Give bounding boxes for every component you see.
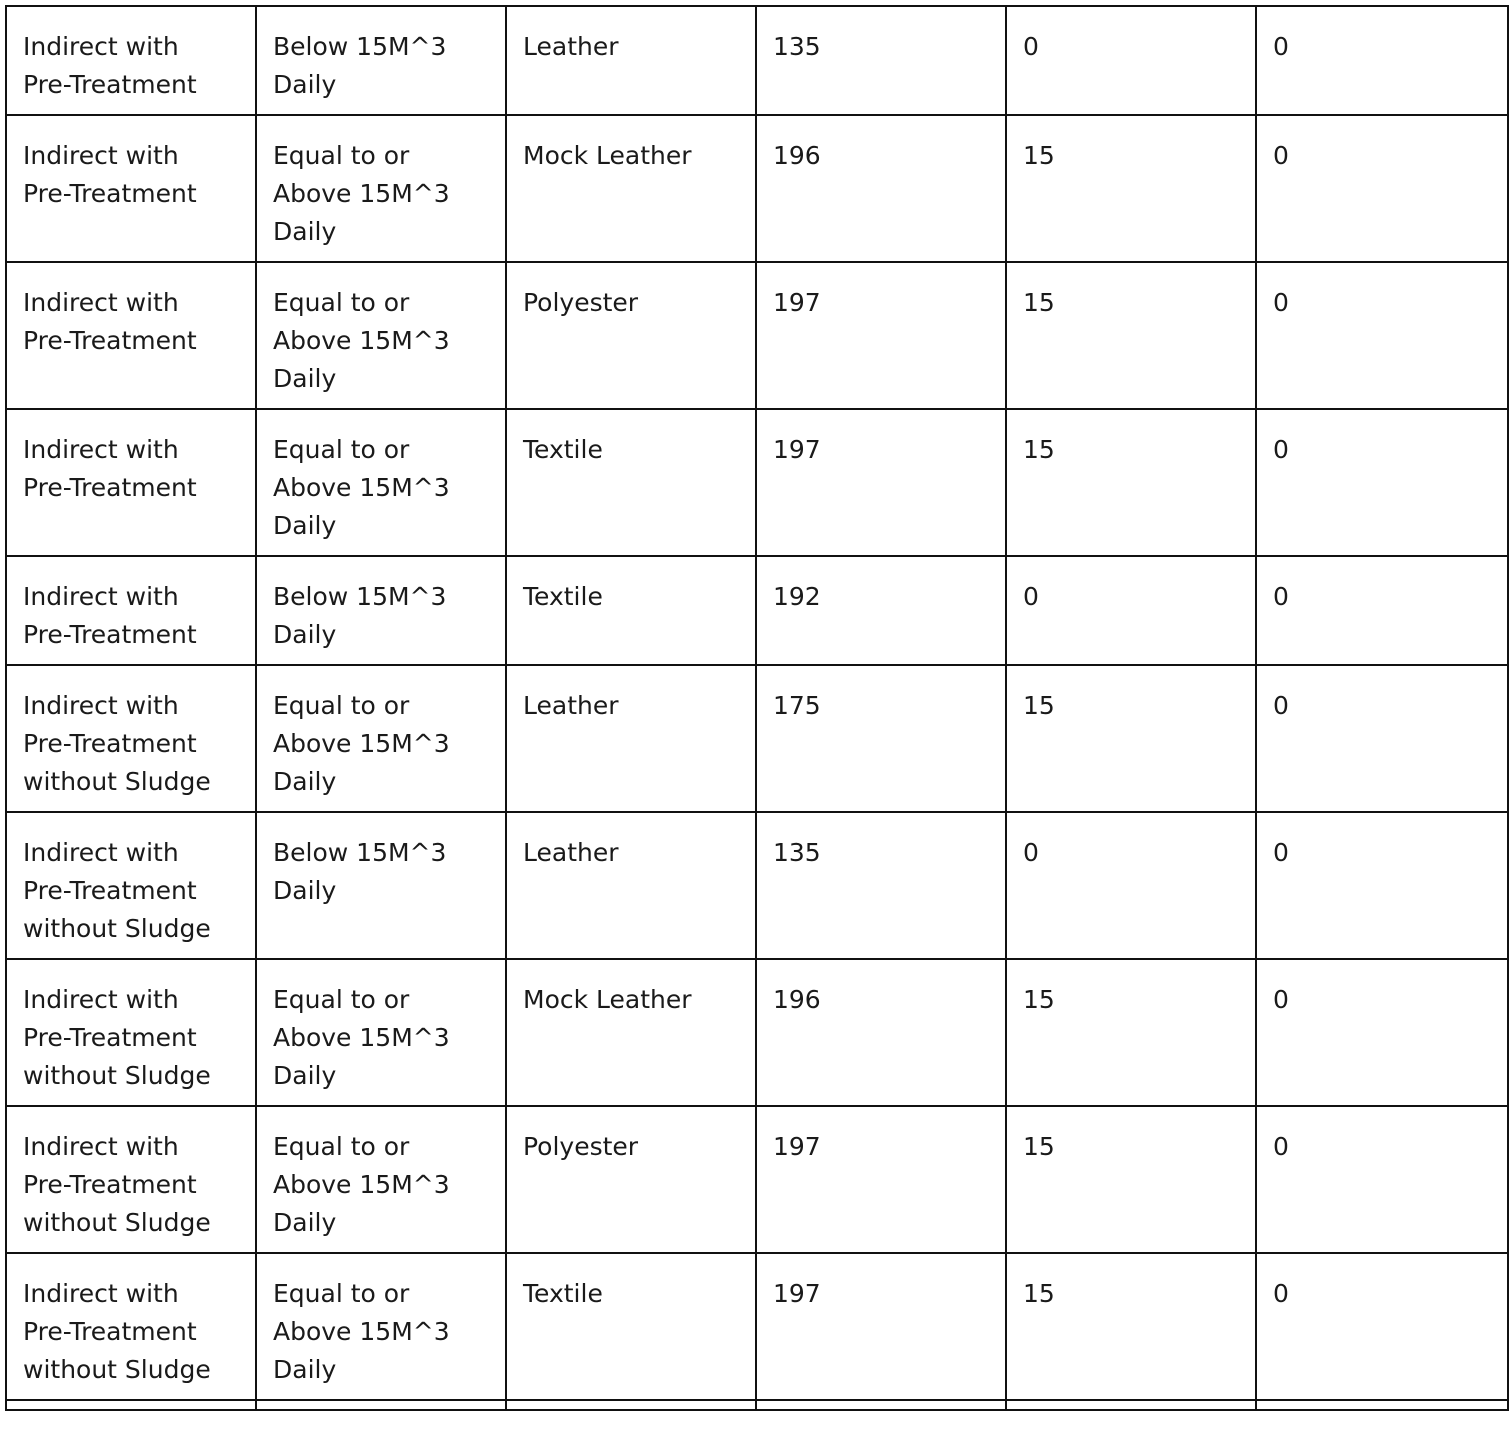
value-cell-5: 15 <box>1006 1253 1256 1400</box>
value-cell-5: 15 <box>1006 665 1256 812</box>
value-cell-4: 196 <box>756 115 1006 262</box>
treatment-cell: Indirect with Pre-Treatment without Sludge <box>6 959 256 1106</box>
flow-rate-cell: Equal to or Above 15M^3 Daily <box>256 665 506 812</box>
value-cell-5: 15 <box>1006 1106 1256 1253</box>
table-row <box>6 1106 1508 1253</box>
value-cell-6: 0 <box>1256 1106 1508 1253</box>
value-cell-6: 0 <box>1256 959 1508 1106</box>
flow-rate-cell: Below 15M^3 Daily <box>256 6 506 115</box>
treatment-cell: Indirect with Pre-Treatment <box>6 262 256 409</box>
table-row <box>6 6 1508 115</box>
treatment-cell: Indirect with Pre-Treatment without Sludge <box>6 812 256 959</box>
value-cell-5: 0 <box>1006 812 1256 959</box>
material-cell: Polyester <box>506 262 756 409</box>
treatment-cell: Indirect with Pre-Treatment <box>6 6 256 115</box>
table-row <box>6 409 1508 556</box>
flow-rate-cell: Equal to or Above 15M^3 Daily <box>256 115 506 262</box>
material-cell: Mock Leather <box>506 959 756 1106</box>
material-cell: Polyester <box>506 1106 756 1253</box>
empty-cell <box>506 1400 756 1410</box>
value-cell-5: 0 <box>1006 6 1256 115</box>
table-row-partial <box>6 1400 1508 1410</box>
material-cell: Leather <box>506 665 756 812</box>
table-row <box>6 556 1508 665</box>
data-table-container <box>5 5 1507 1411</box>
data-table <box>5 5 1509 1411</box>
empty-cell <box>6 1400 256 1410</box>
empty-cell <box>756 1400 1006 1410</box>
value-cell-4: 175 <box>756 665 1006 812</box>
value-cell-6: 0 <box>1256 262 1508 409</box>
table-row <box>6 959 1508 1106</box>
treatment-cell: Indirect with Pre-Treatment <box>6 115 256 262</box>
treatment-cell: Indirect with Pre-Treatment <box>6 409 256 556</box>
value-cell-4: 197 <box>756 1253 1006 1400</box>
value-cell-4: 196 <box>756 959 1006 1106</box>
value-cell-6: 0 <box>1256 556 1508 665</box>
value-cell-6: 0 <box>1256 812 1508 959</box>
value-cell-4: 197 <box>756 262 1006 409</box>
value-cell-5: 15 <box>1006 262 1256 409</box>
value-cell-5: 15 <box>1006 409 1256 556</box>
empty-cell <box>1256 1400 1508 1410</box>
value-cell-6: 0 <box>1256 6 1508 115</box>
value-cell-4: 192 <box>756 556 1006 665</box>
material-cell: Textile <box>506 556 756 665</box>
table-row <box>6 1253 1508 1400</box>
material-cell: Textile <box>506 1253 756 1400</box>
value-cell-5: 15 <box>1006 959 1256 1106</box>
value-cell-5: 15 <box>1006 115 1256 262</box>
flow-rate-cell: Equal to or Above 15M^3 Daily <box>256 959 506 1106</box>
material-cell: Leather <box>506 6 756 115</box>
treatment-cell: Indirect with Pre-Treatment without Sludge <box>6 1253 256 1400</box>
table-row <box>6 665 1508 812</box>
value-cell-4: 197 <box>756 1106 1006 1253</box>
material-cell: Textile <box>506 409 756 556</box>
flow-rate-cell: Below 15M^3 Daily <box>256 556 506 665</box>
material-cell: Leather <box>506 812 756 959</box>
empty-cell <box>1006 1400 1256 1410</box>
value-cell-6: 0 <box>1256 1253 1508 1400</box>
value-cell-5: 0 <box>1006 556 1256 665</box>
value-cell-4: 197 <box>756 409 1006 556</box>
value-cell-4: 135 <box>756 6 1006 115</box>
value-cell-6: 0 <box>1256 665 1508 812</box>
empty-cell <box>256 1400 506 1410</box>
table-body <box>6 6 1508 1410</box>
flow-rate-cell: Equal to or Above 15M^3 Daily <box>256 1253 506 1400</box>
value-cell-6: 0 <box>1256 409 1508 556</box>
material-cell: Mock Leather <box>506 115 756 262</box>
flow-rate-cell: Equal to or Above 15M^3 Daily <box>256 262 506 409</box>
treatment-cell: Indirect with Pre-Treatment without Sludge <box>6 665 256 812</box>
value-cell-6: 0 <box>1256 115 1508 262</box>
value-cell-4: 135 <box>756 812 1006 959</box>
treatment-cell: Indirect with Pre-Treatment <box>6 556 256 665</box>
table-row <box>6 812 1508 959</box>
flow-rate-cell: Below 15M^3 Daily <box>256 812 506 959</box>
treatment-cell: Indirect with Pre-Treatment without Sludge <box>6 1106 256 1253</box>
table-row <box>6 115 1508 262</box>
table-row <box>6 262 1508 409</box>
flow-rate-cell: Equal to or Above 15M^3 Daily <box>256 1106 506 1253</box>
flow-rate-cell: Equal to or Above 15M^3 Daily <box>256 409 506 556</box>
